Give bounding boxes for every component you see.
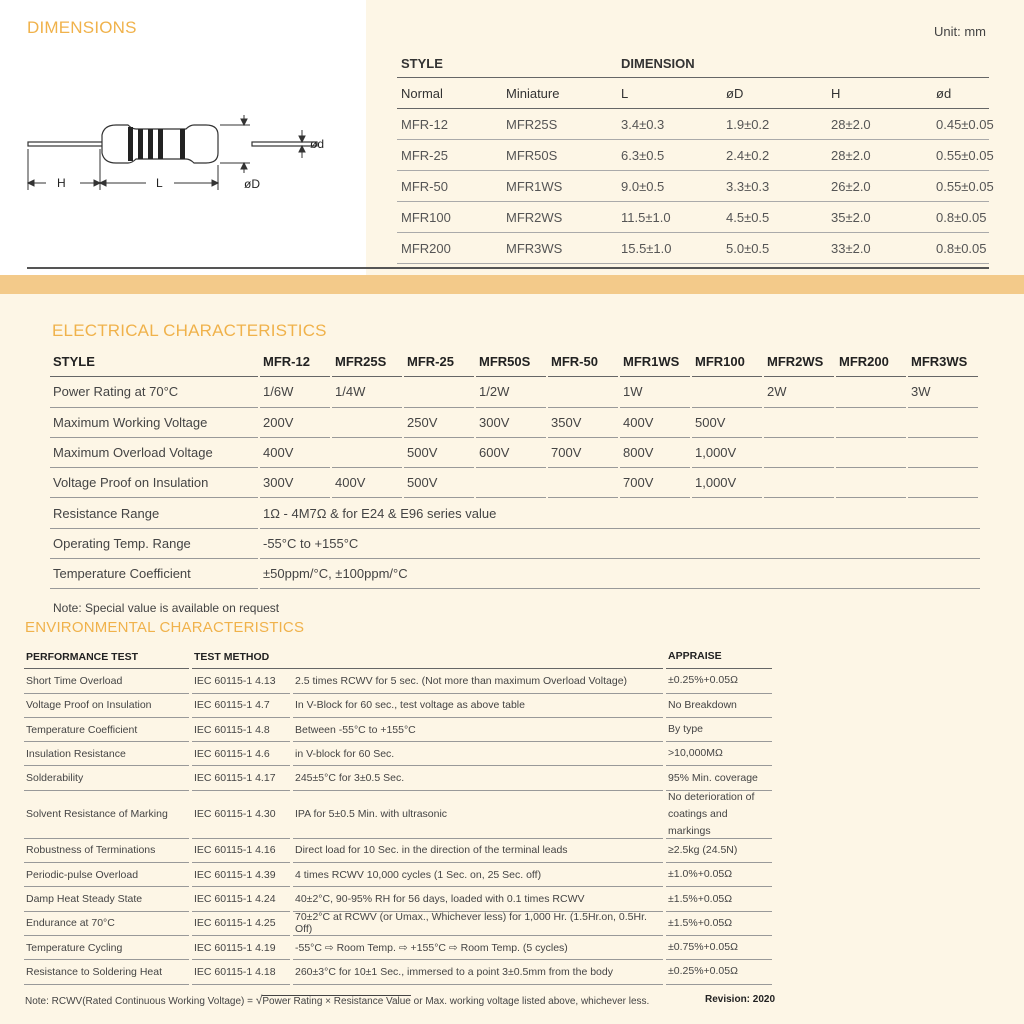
env-cell: Periodic-pulse Overload [24,863,189,887]
elec-cell [548,468,618,498]
dim-cell: 28±2.0 [817,140,922,171]
elec-cell: 500V [692,408,762,438]
dim-header-cell: L [607,78,712,109]
elec-cell: Power Rating at 70°C [50,377,258,407]
dim-cell: 3.3±0.3 [712,171,817,202]
env-cell: IEC 60115-1 4.8 [192,718,290,742]
dim-cell: MFR200 [397,233,502,264]
dim-group-style: STYLE [397,50,607,78]
elec-cell [836,468,906,498]
electrical-note: Note: Special value is available on request [53,601,280,615]
env-header-cell: TEST METHOD [192,645,663,669]
env-row [24,887,775,911]
dim-header-cell: Normal [397,78,502,109]
elec-cell: 300V [260,468,330,498]
elec-cell [908,468,978,498]
env-cell: IEC 60115-1 4.30 [192,791,290,839]
section-separator [0,275,1024,294]
elec-header-cell: MFR1WS [620,347,690,377]
revision-label: Revision: 2020 [705,994,776,1005]
elec-cell: Temperature Coefficient [50,559,258,589]
env-cell: Robustness of Terminations [24,839,189,863]
dim-cell: 15.5±1.0 [607,233,712,264]
env-cell: Temperature Coefficient [24,718,189,742]
env-cell: IEC 60115-1 4.6 [192,742,290,766]
elec-header-cell: MFR-50 [548,347,618,377]
env-cell: >10,000MΩ [666,742,772,766]
dim-cell: 33±2.0 [817,233,922,264]
elec-header-cell: MFR50S [476,347,546,377]
elec-cell: 700V [548,438,618,468]
env-cell: Solvent Resistance of Marking [24,791,189,839]
elec-cell: 400V [332,468,402,498]
dim-header-cell: Miniature [502,78,607,109]
elec-cell [692,377,762,407]
env-cell: ±1.5%+0.05Ω [666,887,772,911]
elec-cell: 500V [404,468,474,498]
resistor-diagram [24,115,344,195]
elec-cell: 1/2W [476,377,546,407]
elec-cell: Maximum Overload Voltage [50,438,258,468]
dim-cell: 5.0±0.5 [712,233,817,264]
env-cell: IEC 60115-1 4.24 [192,887,290,911]
elec-cell [836,377,906,407]
env-cell: ±1.0%+0.05Ω [666,863,772,887]
env-row [24,694,775,718]
elec-cell: Operating Temp. Range [50,529,258,559]
elec-row [50,498,982,528]
elec-cell: 3W [908,377,978,407]
dim-group-header [397,50,989,78]
env-cell: By type [666,718,772,742]
env-cell: IEC 60115-1 4.7 [192,694,290,718]
elec-cell [836,408,906,438]
env-cell: IEC 60115-1 4.25 [192,912,290,936]
elec-header-cell: MFR100 [692,347,762,377]
dimensions-bottom-rule [27,267,989,269]
elec-cell: 800V [620,438,690,468]
dimensions-title: DIMENSIONS [27,18,137,37]
elec-cell [332,408,402,438]
env-cell: 40±2°C, 90-95% RH for 56 days, loaded with 0.1 times RCWV [293,887,663,911]
dim-cell: 3.4±0.3 [607,109,712,140]
dim-cell: MFR100 [397,202,502,233]
electrical-title: ELECTRICAL CHARACTERISTICS [52,321,327,340]
env-cell: Short Time Overload [24,669,189,693]
dim-header-cell: øD [712,78,817,109]
elec-cell: 500V [404,438,474,468]
dim-cell: MFR2WS [502,202,607,233]
elec-cell: 1Ω - 4M7Ω & for E24 & E96 series value [260,498,980,528]
dim-row [397,233,989,264]
dim-cell: 2.4±0.2 [712,140,817,171]
elec-cell: Resistance Range [50,498,258,528]
dim-header-row [397,78,989,109]
env-row [24,912,775,936]
elec-cell: 1/4W [332,377,402,407]
env-row [24,766,775,790]
env-cell: ±0.25%+0.05Ω [666,669,772,693]
env-cell: Temperature Cycling [24,936,189,960]
dim-row [397,171,994,202]
dim-cell: MFR-25 [397,140,502,171]
elec-cell: 400V [260,438,330,468]
env-row [24,718,775,742]
env-cell: In V-Block for 60 sec., test voltage as above table [293,694,663,718]
elec-cell: 1W [620,377,690,407]
dim-cell: 1.9±0.2 [712,109,817,140]
dim-cell: 0.8±0.05 [922,233,989,264]
elec-cell: 2W [764,377,834,407]
env-cell: IPA for 5±0.5 Min. with ultrasonic [293,791,663,839]
env-cell: IEC 60115-1 4.16 [192,839,290,863]
elec-cell [764,438,834,468]
dim-cell: 9.0±0.5 [607,171,712,202]
env-cell: Between -55°C to +155°C [293,718,663,742]
dim-cell: 0.55±0.05 [922,171,989,202]
electrical-table [50,347,982,589]
env-cell: IEC 60115-1 4.13 [192,669,290,693]
env-row [24,960,775,984]
dim-group-dimension: DIMENSION [607,50,989,78]
dim-cell: 11.5±1.0 [607,202,712,233]
dim-cell: 0.45±0.05 [922,109,989,140]
env-cell: -55°C ⇨ Room Temp. ⇨ +155°C ⇨ Room Temp. (5 cycles) [293,936,663,960]
elec-cell: 1,000V [692,468,762,498]
dim-cell: MFR-50 [397,171,502,202]
env-cell: Solderability [24,766,189,790]
dim-cell: 4.5±0.5 [712,202,817,233]
elec-cell: Voltage Proof on Insulation [50,468,258,498]
elec-row [50,559,982,589]
elec-header-cell: STYLE [50,347,258,377]
label-h: H [57,176,66,190]
label-d: ød [310,137,325,151]
environmental-table [24,645,775,985]
dim-cell: MFR1WS [502,171,607,202]
dim-header-cell: ød [922,78,989,109]
env-cell: IEC 60115-1 4.17 [192,766,290,790]
env-cell: IEC 60115-1 4.19 [192,936,290,960]
elec-header-cell: MFR25S [332,347,402,377]
env-cell: Insulation Resistance [24,742,189,766]
elec-row [50,468,982,498]
elec-cell: 700V [620,468,690,498]
env-cell: ±0.25%+0.05Ω [666,960,772,984]
env-cell: No deterioration of coatings and markings [666,791,772,839]
elec-cell [476,468,546,498]
elec-header-row [50,347,982,377]
env-row [24,791,775,839]
elec-cell: Maximum Working Voltage [50,408,258,438]
elec-row [50,438,982,468]
dim-cell: MFR-12 [397,109,502,140]
footnote-prefix: Note: RCWV(Rated Continuous Working Voltage) = [25,996,256,1007]
env-cell: IEC 60115-1 4.18 [192,960,290,984]
env-row [24,669,775,693]
env-row [24,742,775,766]
environmental-title: ENVIRONMENTAL CHARACTERISTICS [25,619,305,636]
dim-cell: 28±2.0 [817,109,922,140]
elec-cell: 1,000V [692,438,762,468]
elec-cell: 400V [620,408,690,438]
env-cell: ±0.75%+0.05Ω [666,936,772,960]
elec-cell: 200V [260,408,330,438]
elec-header-cell: MFR-12 [260,347,330,377]
dim-cell: 26±2.0 [817,171,922,202]
dimensions-table [397,50,994,264]
env-cell: Damp Heat Steady State [24,887,189,911]
dim-header-cell: H [817,78,922,109]
elec-header-cell: MFR-25 [404,347,474,377]
elec-cell [332,438,402,468]
dim-row [397,140,994,171]
env-cell: 2.5 times RCWV for 5 sec. (Not more than maximum Overload Voltage) [293,669,663,693]
footnote-formula: Power Rating × Resistance Value [262,996,411,1007]
dim-cell: MFR25S [502,109,607,140]
elec-cell [836,438,906,468]
elec-cell [548,377,618,407]
elec-row [50,408,982,438]
env-cell: 95% Min. coverage [666,766,772,790]
env-cell: IEC 60115-1 4.39 [192,863,290,887]
env-cell: in V-block for 60 Sec. [293,742,663,766]
elec-cell [404,377,474,407]
dim-cell: 0.55±0.05 [922,140,989,171]
env-row [24,936,775,960]
dim-cell: 35±2.0 [817,202,922,233]
dim-cell: 0.8±0.05 [922,202,989,233]
elec-cell: 600V [476,438,546,468]
dim-cell: 6.3±0.5 [607,140,712,171]
elec-cell: 350V [548,408,618,438]
env-header-cell: PERFORMANCE TEST [24,645,189,669]
dim-row [397,202,989,233]
elec-row [50,377,982,407]
footnote: Note: RCWV(Rated Continuous Working Voltage) = √Power Rating × Resistance Value or Max. working voltage listed above, whichever less. [25,993,650,1007]
unit-label: Unit: mm [934,24,986,39]
dim-cell: MFR50S [502,140,607,171]
env-cell: Direct load for 10 Sec. in the direction of the terminal leads [293,839,663,863]
label-l: L [156,176,163,190]
elec-header-cell: MFR200 [836,347,906,377]
env-cell: No Breakdown [666,694,772,718]
env-cell: Voltage Proof on Insulation [24,694,189,718]
elec-row [50,529,982,559]
elec-cell [764,468,834,498]
env-cell: ±1.5%+0.05Ω [666,912,772,936]
env-cell: 70±2°C at RCWV (or Umax., Whichever less) for 1,000 Hr. (1.5Hr.on, 0.5Hr. Off) [293,912,663,936]
elec-cell [908,438,978,468]
env-cell: Endurance at 70°C [24,912,189,936]
footnote-suffix: or Max. working voltage listed above, whichever less. [410,996,650,1007]
elec-cell: 1/6W [260,377,330,407]
env-cell: 4 times RCWV 10,000 cycles (1 Sec. on, 25 Sec. off) [293,863,663,887]
dim-cell: MFR3WS [502,233,607,264]
label-od: øD [244,177,260,191]
elec-header-cell: MFR3WS [908,347,978,377]
env-row [24,839,775,863]
elec-cell [908,408,978,438]
elec-cell [764,408,834,438]
dim-row [397,109,994,140]
env-row [24,863,775,887]
env-cell: ≥2.5kg (24.5N) [666,839,772,863]
env-cell: 260±3°C for 10±1 Sec., immersed to a point 3±0.5mm from the body [293,960,663,984]
env-cell: Resistance to Soldering Heat [24,960,189,984]
elec-cell: ±50ppm/°C, ±100ppm/°C [260,559,980,589]
env-cell: 245±5°C for 3±0.5 Sec. [293,766,663,790]
elec-cell: 300V [476,408,546,438]
elec-cell: 250V [404,408,474,438]
env-header-cell: APPRAISE [666,645,772,669]
elec-cell: -55°C to +155°C [260,529,980,559]
env-header-row [24,645,775,669]
elec-header-cell: MFR2WS [764,347,834,377]
